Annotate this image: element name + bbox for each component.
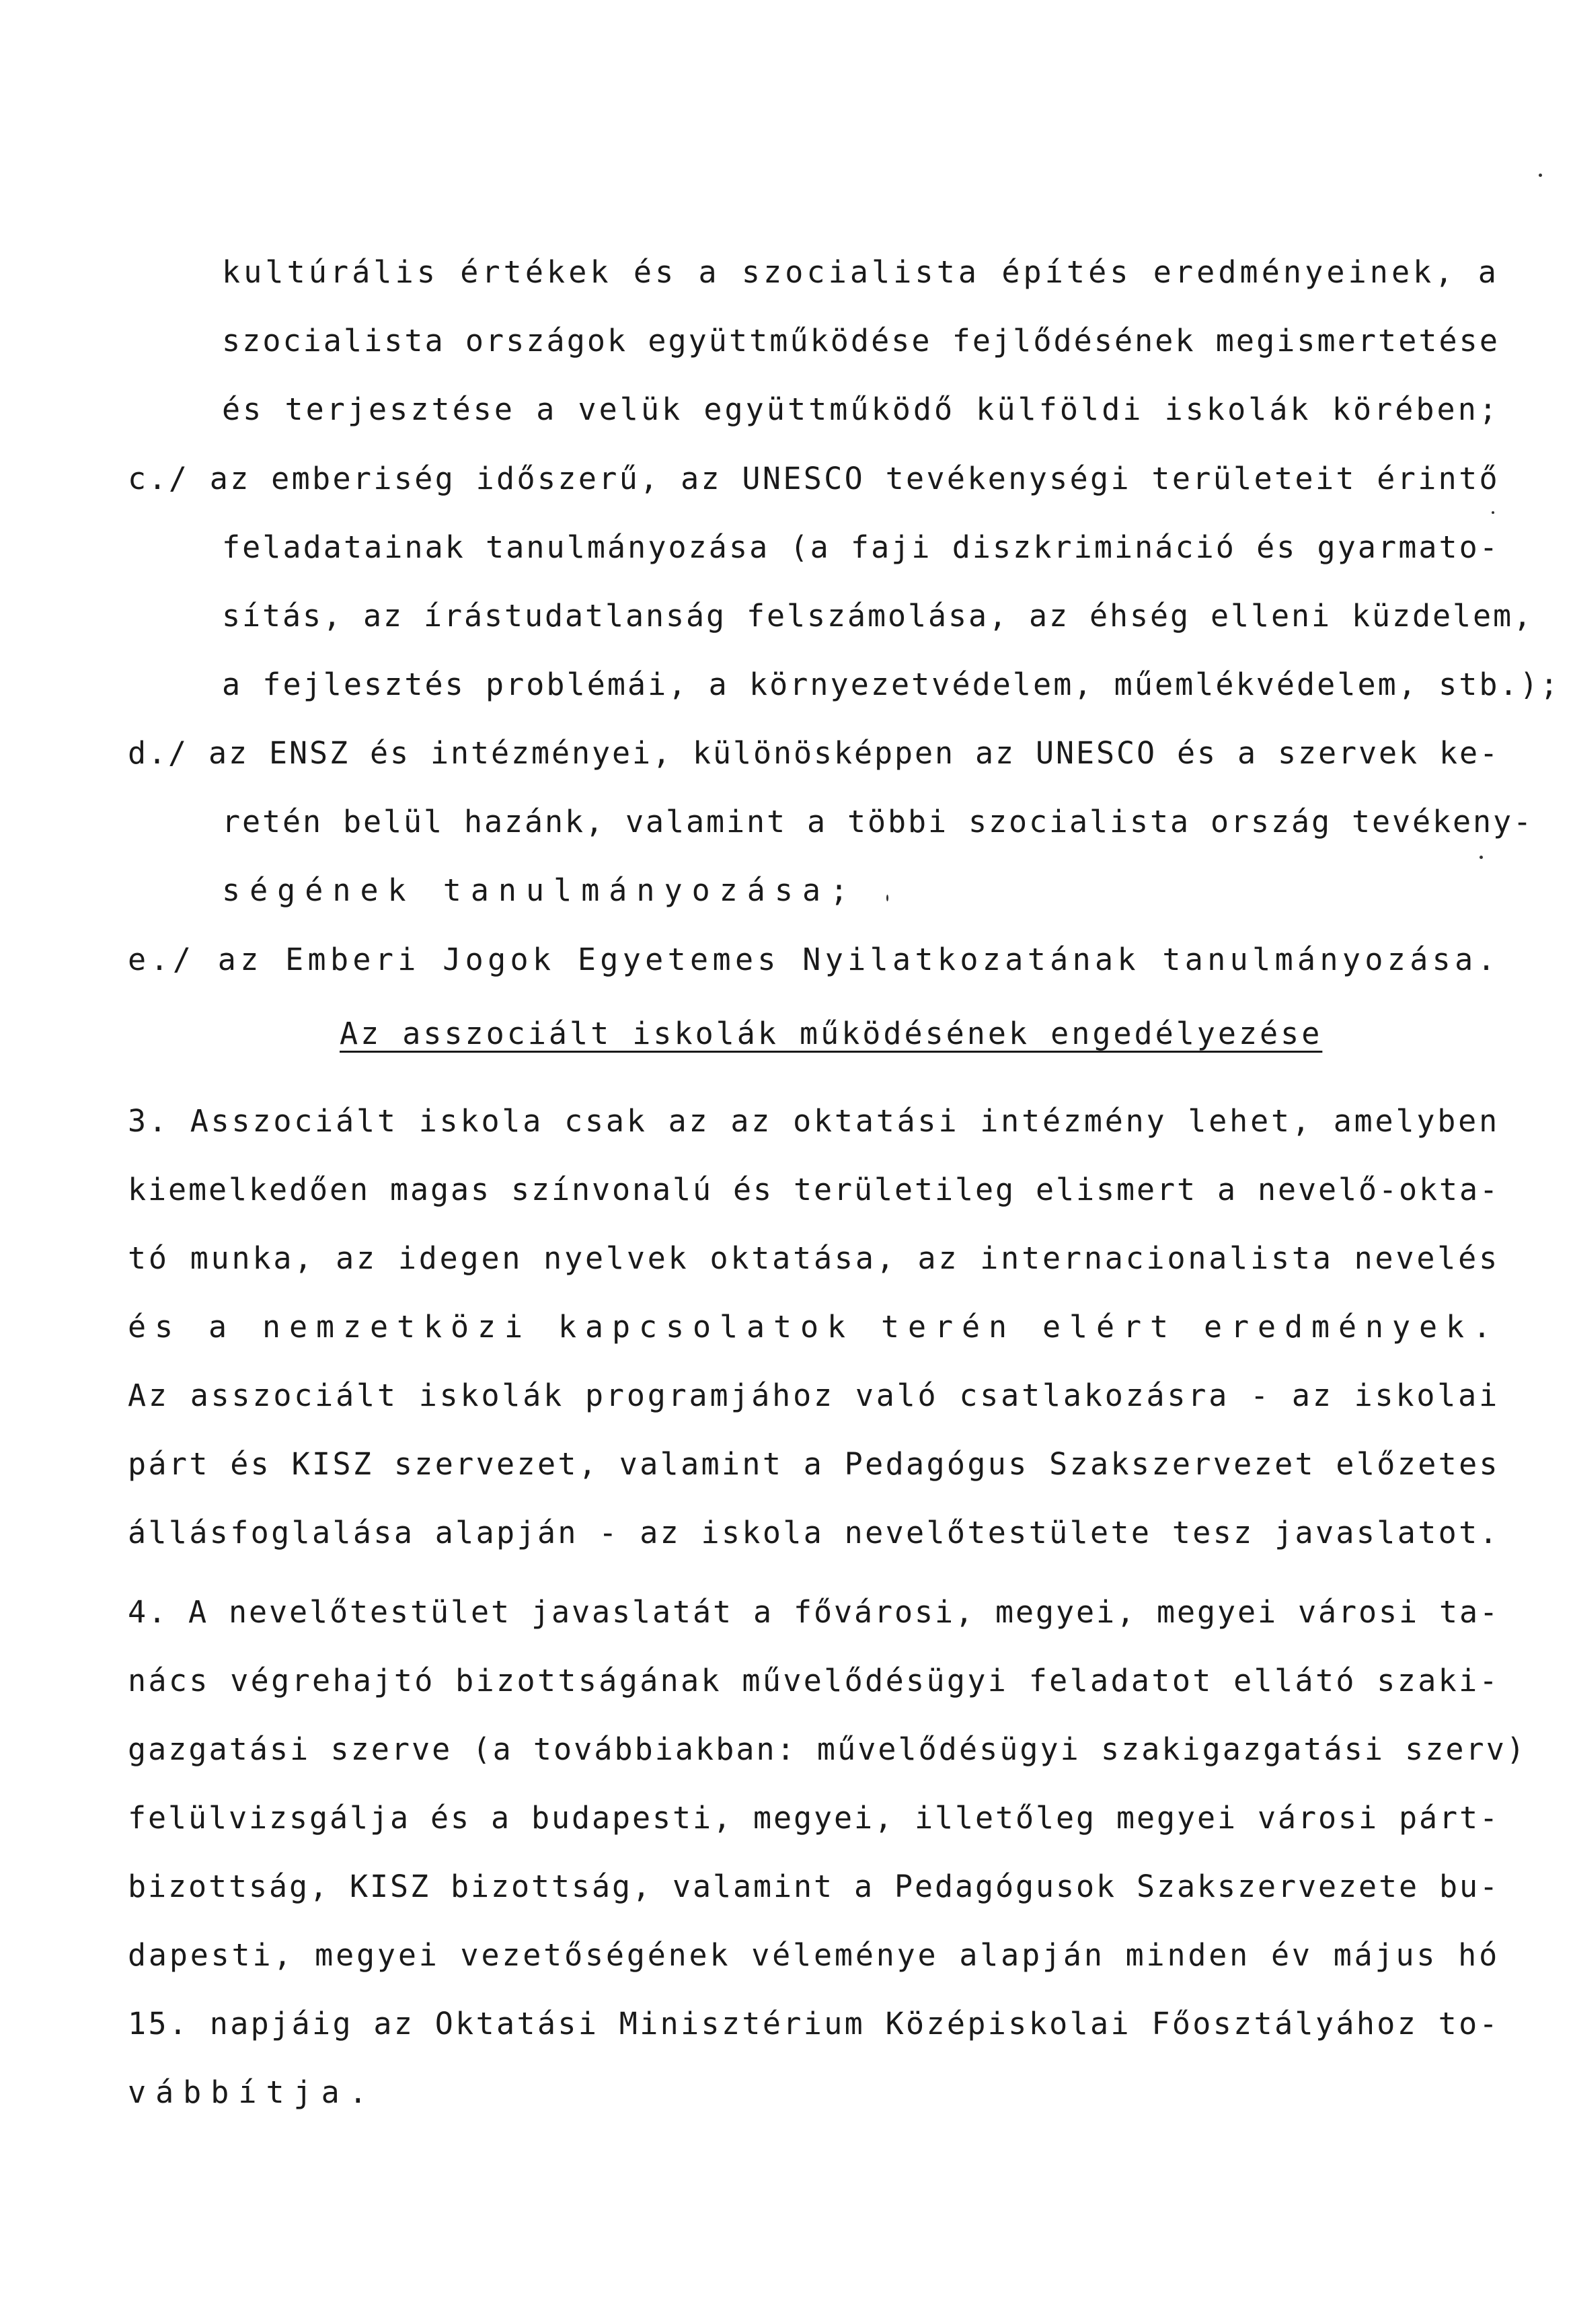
text-line: retén belül hazánk, valamint a többi szocialista ország tevékeny-	[222, 804, 1533, 839]
text-line: a fejlesztés problémái, a környezetvédelem, műemlékvédelem, stb.);	[222, 667, 1560, 702]
text-line: állásfoglalása alapján - az iskola nevelőtestülete tesz javaslatot.	[128, 1515, 1500, 1550]
text-line: vábbítja.	[128, 2074, 377, 2110]
list-item-c: c./ az emberiség időszerű, az UNESCO tevékenységi területeit érintő	[128, 461, 1500, 496]
text-line: tó munka, az idegen nyelvek oktatása, az internacionalista nevelés	[128, 1240, 1500, 1276]
paragraph-3b-line: Az asszociált iskolák programjához való csatlakozásra - az iskolai	[128, 1378, 1500, 1413]
list-item-d: d./ az ENSZ és intézményei, különösképpen az UNESCO és a szervek ke-	[128, 735, 1500, 771]
text-line: kiemelkedően magas színvonalú és területileg elismert a nevelő-okta-	[128, 1172, 1500, 1207]
text-line: gazgatási szerve (a továbbiakban: művelődésügyi szakigazgatási szerv)	[128, 1731, 1527, 1767]
paragraph-4-line: 4. A nevelőtestület javaslatát a fővárosi, megyei, megyei városi ta-	[128, 1594, 1500, 1630]
section-heading: Az asszociált iskolák működésének engedélyezése	[340, 1016, 1323, 1051]
text-line: sítás, az írástudatlanság felszámolása, az éhség elleni küzdelem,	[222, 598, 1533, 634]
text-line: párt és KISZ szervezet, valamint a Pedagógus Szakszervezet előzetes	[128, 1446, 1500, 1482]
scan-speck	[1492, 511, 1494, 514]
text-line: és a nemzetközi kapcsolatok terén elért eredmények.	[128, 1309, 1500, 1345]
text-line: szocialista országok együttműködése fejlődésének megismertetése	[222, 323, 1500, 359]
text-line: felülvizsgálja és a budapesti, megyei, illetőleg megyei városi párt-	[128, 1800, 1500, 1836]
scan-speck	[1539, 174, 1542, 177]
list-item-e: e./ az Emberi Jogok Egyetemes Nyilatkozatának tanulmányozása.	[128, 942, 1500, 977]
scan-speck	[886, 895, 888, 901]
text-line: és terjesztése a velük együttműködő külföldi iskolák körében;	[222, 391, 1500, 427]
text-line: feladatainak tanulmányozása (a faji diszkrimináció és gyarmato-	[222, 529, 1500, 565]
text-line: ségének tanulmányozása;	[222, 872, 858, 908]
text-line: dapesti, megyei vezetőségének véleménye alapján minden év május hó	[128, 1937, 1500, 1973]
text-line: bizottság, KISZ bizottság, valamint a Pedagógusok Szakszervezete bu-	[128, 1869, 1500, 1904]
text-line: 15. napjáig az Oktatási Minisztérium Középiskolai Főosztályához to-	[128, 2006, 1500, 2041]
paragraph-3-line: 3. Asszociált iskola csak az az oktatási intézmény lehet, amelyben	[128, 1103, 1500, 1139]
text-line: kultúrális értékek és a szocialista építés eredményeinek, a	[222, 254, 1500, 290]
text-line: nács végrehajtó bizottságának művelődésügyi feladatot ellátó szaki-	[128, 1663, 1500, 1698]
scan-speck	[1480, 856, 1483, 859]
